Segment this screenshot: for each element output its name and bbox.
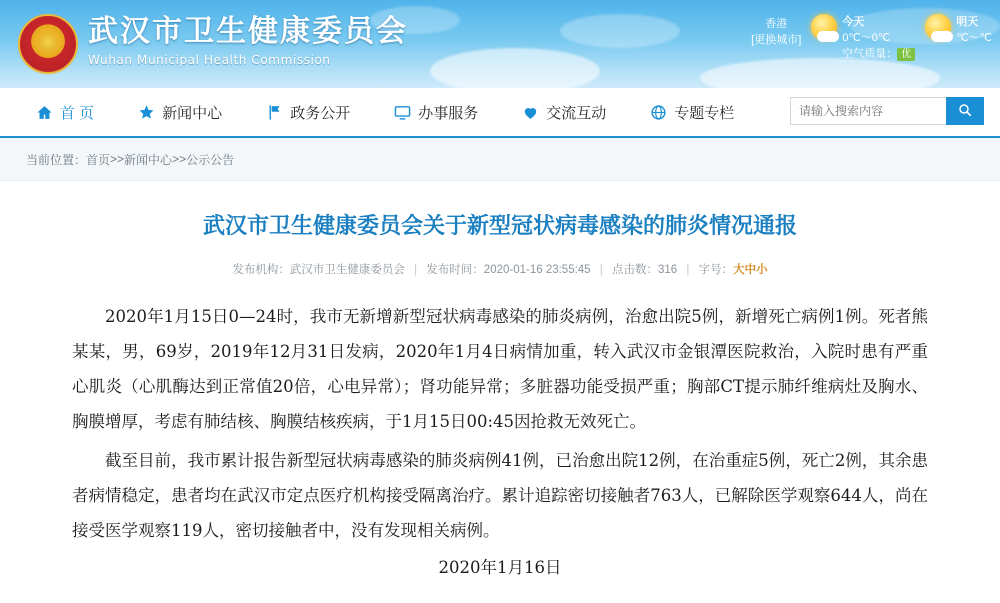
site-title-cn: 武汉市卫生健康委员会 [88, 14, 408, 49]
sun-cloud-icon [925, 14, 951, 40]
cloud-decoration [560, 14, 680, 48]
star-icon [138, 104, 155, 121]
weather-tomorrow-temp: ℃～℃ [956, 32, 992, 44]
breadcrumb-item-announcements[interactable]: 公示公告 [186, 152, 235, 167]
nav-item-news[interactable] [116, 102, 244, 123]
nav-item-government-affairs[interactable] [244, 102, 372, 123]
site-title [88, 14, 408, 67]
meta-separator: | [686, 264, 690, 276]
article-hits-value: 316 [658, 264, 678, 276]
weather-widget [751, 12, 992, 62]
breadcrumb [0, 138, 1000, 181]
breadcrumb-item-news[interactable]: 新闻中心 [124, 152, 173, 167]
font-size-switcher[interactable]: 大中小 [733, 264, 768, 276]
nav-item-label: 交流互动 [546, 104, 607, 122]
national-emblem-icon [18, 14, 78, 74]
search-button[interactable] [946, 97, 984, 125]
article-paragraph: 截至目前，我市累计报告新型冠状病毒感染的肺炎病例41例，已治愈出院12例，在治重症5例，死亡2例，其余患者病情稳定，患者均在武汉市定点医疗机构接受隔离治疗。累计追踪密切接触者763人，已解除医学观察644人，尚在接受医学观察119人，密切接触者中，没有发现相关病例。 [72, 451, 928, 540]
cloud-decoration [430, 48, 600, 88]
search-input[interactable] [790, 97, 946, 125]
search-icon [957, 102, 973, 121]
article-body [72, 299, 928, 548]
article-time-value: 2020-01-16 23:55:45 [483, 264, 591, 276]
nav-item-interaction[interactable] [500, 102, 628, 123]
weather-city-name: 香港 [765, 18, 788, 30]
article-paragraph: 2020年1月15日0—24时，我市无新增新型冠状病毒感染的肺炎病例，治愈出院5例，新增死亡病例1例。死者熊某某，男，69岁，2019年12月31日发病，2020年1月4日病情加重，转入武汉市金银潭医院救治，入院时患有严重心肌炎（心肌酶达到正常值20倍，心电异常）；肾功能异常；多脏器功能受损严重；胸部CT提示肺纤维病灶及胸水、胸膜增厚，考虑有肺结核、胸膜结核疾病，于1月15日00:45因抢救无效死亡。 [72, 307, 928, 431]
article [0, 181, 1000, 578]
cloud-decoration [700, 58, 940, 88]
nav-item-label: 政务公开 [290, 104, 351, 122]
article-meta [72, 261, 928, 277]
breadcrumb-item-home[interactable]: 首页 [86, 152, 111, 167]
article-fontsize-label: 字号： [698, 264, 734, 276]
nav-item-home[interactable] [14, 102, 116, 123]
search-box [790, 97, 984, 125]
nav-item-list [0, 102, 756, 123]
monitor-icon [394, 104, 411, 121]
article-hits-label: 点击数： [612, 264, 658, 276]
home-icon [36, 104, 53, 121]
main-navigation [0, 88, 1000, 138]
site-banner [0, 0, 1000, 88]
site-title-en: Wuhan Municipal Health Commission [88, 53, 331, 67]
weather-aqi [842, 46, 915, 62]
weather-today [811, 12, 915, 62]
nav-item-label: 新闻中心 [162, 104, 223, 122]
article-source-label: 发布机构： [232, 264, 290, 276]
article-source-value: 武汉市卫生健康委员会 [289, 264, 405, 276]
weather-aqi-label: 空气质量： [842, 48, 898, 60]
weather-tomorrow-label: 明天 [956, 16, 979, 28]
meta-separator: | [599, 264, 603, 276]
sun-cloud-icon [811, 14, 837, 40]
page-title: 武汉市卫生健康委员会关于新型冠状病毒感染的肺炎情况通报 [202, 214, 797, 239]
nav-item-label: 专题专栏 [674, 104, 735, 122]
weather-tomorrow [925, 12, 992, 46]
breadcrumb-separator: >> [110, 152, 125, 166]
heart-icon [522, 104, 539, 121]
weather-today-temp: 0℃～0℃ [842, 32, 891, 44]
nav-item-services[interactable] [372, 102, 500, 123]
flag-icon [266, 104, 283, 121]
nav-item-topics[interactable] [628, 102, 756, 123]
meta-separator: | [414, 264, 418, 276]
breadcrumb-separator: >> [172, 152, 187, 166]
weather-aqi-badge: 优 [897, 48, 915, 61]
weather-today-label: 今天 [842, 16, 865, 28]
article-time-label: 发布时间： [426, 264, 484, 276]
breadcrumb-prefix: 当前位置： [26, 152, 87, 167]
nav-item-label: 首 页 [60, 104, 95, 122]
weather-city-block [751, 12, 801, 48]
nav-item-label: 办事服务 [418, 104, 479, 122]
article-date: 2020年1月16日 [438, 558, 562, 577]
change-city-link[interactable]: [更换城市] [751, 34, 802, 46]
globe-icon [650, 104, 667, 121]
